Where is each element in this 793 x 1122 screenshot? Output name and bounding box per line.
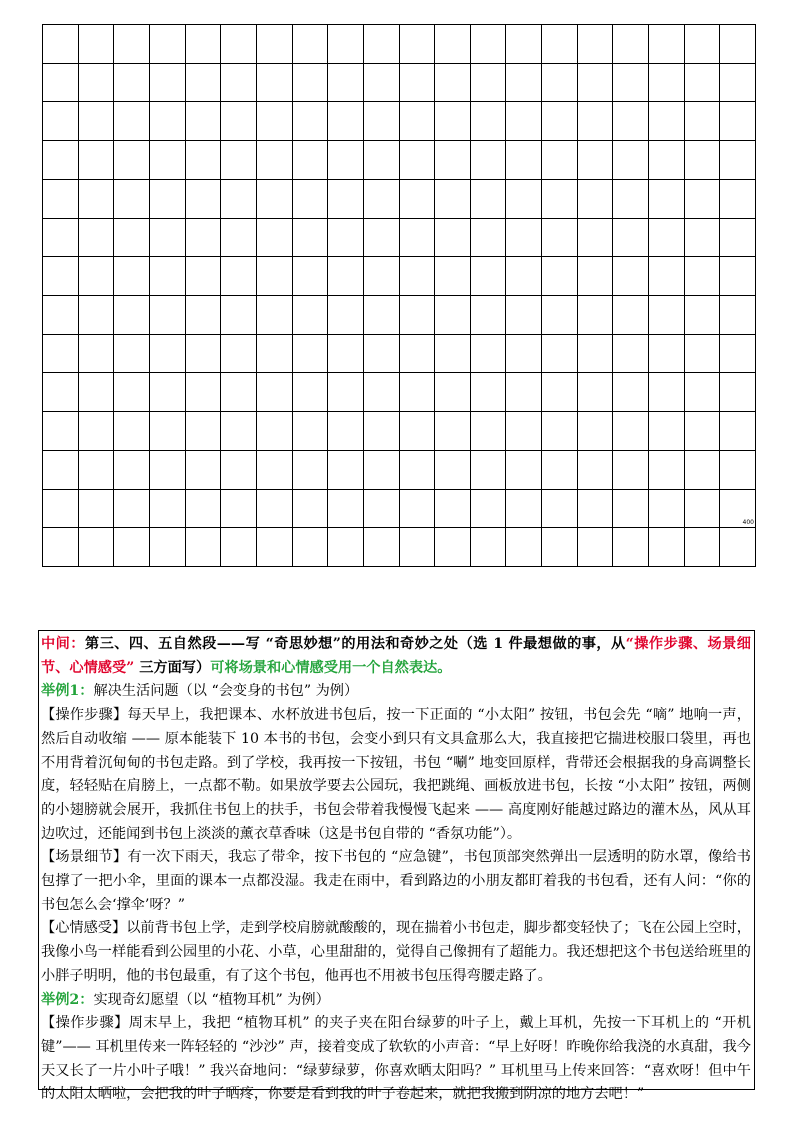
grid-cell [685,373,721,412]
grid-cell [43,219,79,258]
grid-cell [293,25,329,64]
grid-cell [685,141,721,180]
grid-cell [79,25,115,64]
grid-cell [150,412,186,451]
grid-cell [720,180,756,219]
grid-cell [221,373,257,412]
grid-cell [435,412,471,451]
grid-cell [150,219,186,258]
grid-cell [221,490,257,529]
grid-cell [613,219,649,258]
grid-cell [471,451,507,490]
grid-cell [720,528,756,567]
grid-cell [150,180,186,219]
grid-cell [293,296,329,335]
grid-cell [649,490,685,529]
grid-cell [186,141,222,180]
grid-cell [542,296,578,335]
grid-cell [471,373,507,412]
example-1-label: 举例1： [41,683,94,700]
grid-cell [186,451,222,490]
grid-cell [293,528,329,567]
grid-cell [613,64,649,103]
example-2-title-text: 实现奇幻愿望（以 “植物耳机” 为例） [93,991,330,1008]
example-2-label: 举例2： [41,991,94,1008]
grid-cell [506,64,542,103]
example-2-title [41,989,751,1013]
grid-cell [435,102,471,141]
grid-cell [578,296,614,335]
grid-cell [578,219,614,258]
grid-cell [578,102,614,141]
grid-cell [506,373,542,412]
grid-cell [400,141,436,180]
heading-label: 中间： [41,636,85,652]
grid-cell [257,257,293,296]
grid-cell [720,412,756,451]
grid-cell [613,296,649,335]
grid-cell [114,257,150,296]
grid-cell [257,102,293,141]
grid-cell [43,412,79,451]
grid-cell [649,141,685,180]
grid-cell [685,102,721,141]
grid-cell [542,373,578,412]
grid-cell [43,528,79,567]
grid-cell [257,296,293,335]
grid-cell [79,257,115,296]
grid-cell [506,141,542,180]
grid-cell [613,25,649,64]
grid-cell [613,412,649,451]
grid-cell [720,490,756,529]
grid-cell [542,528,578,567]
grid-cell [114,490,150,529]
grid-cell [578,490,614,529]
heading-text-2: 三方面写） [134,659,211,676]
grid-cell [471,219,507,258]
grid-cell [400,180,436,219]
grid-cell [578,25,614,64]
grid-cell [720,335,756,374]
grid-cell [221,528,257,567]
grid-cell [221,141,257,180]
grid-cell [328,296,364,335]
grid-cell [506,296,542,335]
grid-cell [79,219,115,258]
grid-cell [400,412,436,451]
grid-cell [328,141,364,180]
grid-cell [150,257,186,296]
grid-cell [364,102,400,141]
grid-cell [328,335,364,374]
grid-cell [114,412,150,451]
grid-cell [649,64,685,103]
grid-cell [613,102,649,141]
grid-cell [293,335,329,374]
grid-cell [720,64,756,103]
grid-cell [685,528,721,567]
grid-cell [400,25,436,64]
grid-cell [328,102,364,141]
grid-cell [578,257,614,296]
grid-cell [435,490,471,529]
grid-cell [685,219,721,258]
grid-cell [649,219,685,258]
grid-cell [364,219,400,258]
grid-cell [150,451,186,490]
grid-cell [114,373,150,412]
grid-cell [79,64,115,103]
grid-cell [328,25,364,64]
grid-cell [435,64,471,103]
grid-cell [542,412,578,451]
grid-cell [506,528,542,567]
grid-cell [114,296,150,335]
grid-cell [471,528,507,567]
grid-cell [685,296,721,335]
grid-cell [471,141,507,180]
grid-cell [257,335,293,374]
grid-cell [43,490,79,529]
grid-cell [364,296,400,335]
grid-cell [186,490,222,529]
writing-grid [42,24,756,567]
grid-cell [221,180,257,219]
grid-cell [542,180,578,219]
grid-cell [257,412,293,451]
grid-cell [364,528,400,567]
grid-cell [506,412,542,451]
grid-cell [506,180,542,219]
grid-cell [150,64,186,103]
example-1-title-text: 解决生活问题（以 “会变身的书包” 为例） [93,683,359,700]
grid-cell [649,102,685,141]
grid-cell [400,64,436,103]
grid-cell [649,451,685,490]
grid-cell [471,102,507,141]
grid-cell [293,257,329,296]
grid-cell [471,25,507,64]
grid-cell [649,528,685,567]
grid-cell [720,296,756,335]
grid-cell [221,412,257,451]
grid-cell [649,257,685,296]
grid-cell [685,180,721,219]
grid-cell [43,335,79,374]
grid-cell [79,296,115,335]
grid-cell [114,141,150,180]
grid-cell [221,64,257,103]
grid-cell [293,102,329,141]
grid-cell [506,490,542,529]
grid-cell [221,219,257,258]
grid-cell [542,451,578,490]
grid-cell [435,219,471,258]
grid-cell [435,257,471,296]
grid-cell [79,451,115,490]
grid-cell [257,180,293,219]
grid-cell [720,141,756,180]
grid-cell [471,180,507,219]
grid-cell [506,335,542,374]
grid-cell [435,451,471,490]
grid-cell [720,373,756,412]
grid-cell [542,490,578,529]
grid-cell [150,490,186,529]
grid-cell [186,25,222,64]
grid-cell [542,141,578,180]
grid-cell [293,141,329,180]
grid-cell [685,412,721,451]
grid-cell [257,490,293,529]
grid-cell [114,64,150,103]
grid-cell [293,412,329,451]
grid-cell [150,335,186,374]
grid-cell [471,296,507,335]
grid-cell [43,64,79,103]
grid-cell [471,335,507,374]
grid-cell [685,257,721,296]
grid-cell [257,373,293,412]
grid-cell [43,257,79,296]
grid-cell [293,451,329,490]
grid-cell [471,490,507,529]
grid-cell [328,490,364,529]
grid-cell [400,257,436,296]
grid-cell [150,373,186,412]
grid-cell [257,141,293,180]
grid-cell [613,451,649,490]
grid-cell [720,451,756,490]
grid-cell [542,257,578,296]
grid-cell [150,102,186,141]
grid-cell [114,335,150,374]
grid-cell [613,180,649,219]
grid-cell [79,528,115,567]
grid-cell [328,373,364,412]
grid-cell [506,25,542,64]
example-1-steps: 【操作步骤】每天早上，我把课本、水杯放进书包后，按一下正面的 “小太阳” 按钮，书包会先 “嘀” 地响一声，然后自动收缩 —— 原本能装下 10 本书的书包，会变小到只有文具盒那么大，我直接把它揣进校服口袋里，再也不用背着沉甸甸的书包走路。到了学校，我再按一下按钮，书包 “唰” 地变回原样，背带还会根据我的身高调整长度，轻轻贴在肩膀上，一点都不勒。如果放学要去公园玩，我把跳绳、画板放进书包，长按 “小太阳” 按钮，两侧的小翅膀就会展开，我抓住书包上的扶手，书包会带着我慢慢飞起来 —— 高度刚好能越过路边的灌木丛，风从耳边吹过，还能闻到书包上淡淡的薰衣草香味（这是书包自带的 “香氛功能”）。 [41,707,751,842]
grid-cell [578,180,614,219]
grid-cell [649,180,685,219]
grid-cell [578,335,614,374]
grid-cell [435,296,471,335]
grid-cell [150,528,186,567]
grid-cell [613,528,649,567]
grid-cell [364,412,400,451]
grid-cell [400,490,436,529]
grid-cell [613,141,649,180]
grid-cell [328,180,364,219]
grid-cell [79,335,115,374]
grid-cell [79,412,115,451]
grid-cell [79,490,115,529]
grid-cell [506,451,542,490]
grid-cell [257,451,293,490]
grid-cell [578,141,614,180]
grid-cell [613,257,649,296]
grid-cell [364,451,400,490]
grid-cell [364,141,400,180]
grid-cell [150,25,186,64]
grid-cell [293,180,329,219]
grid-cell [720,257,756,296]
grid-cell [186,180,222,219]
heading-aspects: “操作步骤、场景细节、心情感受” [41,636,751,676]
example-2-steps: 【操作步骤】周末早上，我把 “植物耳机” 的夹子夹在阳台绿萝的叶子上，戴上耳机，先按一下耳机上的 “开机键”—— 耳机里传来一阵轻轻的 “沙沙” 声，接着变成了软软的小声音：“早上好呀！昨晚你给我浇的水真甜，我今天又长了一片小叶子哦！” 我兴奋地问：“绿萝绿萝，你喜欢晒太阳吗？” 耳机里马上传来回答：“喜欢呀！但中午的太阳太晒啦，会把我的叶子晒疼，你要是看到我的叶子卷起来，就把我搬到阴凉的地方去吧！” [41,1015,751,1103]
grid-cell [578,451,614,490]
grid-cell [221,257,257,296]
grid-cell [257,25,293,64]
grid-cell [293,219,329,258]
grid-cell [221,296,257,335]
grid-cell [114,102,150,141]
grid-cell [114,219,150,258]
grid-cell [114,25,150,64]
grid-cell [613,373,649,412]
grid-cell [720,102,756,141]
grid-cell [578,64,614,103]
grid-cell [471,64,507,103]
grid-cell [649,335,685,374]
grid-cell [221,25,257,64]
grid-cell [43,141,79,180]
grid-cell [43,25,79,64]
grid-cell [649,412,685,451]
grid-cell [364,257,400,296]
grid-cell [685,25,721,64]
grid-cell [328,219,364,258]
example-1-title [41,680,751,704]
grid-cell [186,64,222,103]
grid-cell [186,373,222,412]
grid-cell [79,141,115,180]
grid-cell [435,528,471,567]
grid-cell [293,490,329,529]
grid-cell [578,373,614,412]
grid-cell [506,102,542,141]
grid-cell [328,64,364,103]
grid-cell [43,296,79,335]
grid-cell [186,296,222,335]
grid-cell [542,25,578,64]
grid-cell [186,257,222,296]
grid-cell [43,180,79,219]
grid-cell [257,528,293,567]
grid-cell [578,412,614,451]
grid-cell [186,102,222,141]
grid-cell [114,180,150,219]
grid-cell [400,296,436,335]
grid-cell [685,335,721,374]
grid-cell [685,64,721,103]
grid-cell [649,373,685,412]
grid-cell [328,528,364,567]
grid-cell [328,451,364,490]
grid-cell [364,25,400,64]
grid-cell [293,373,329,412]
grid-cell [400,451,436,490]
grid-cell [79,373,115,412]
grid-cell [613,490,649,529]
grid-cell [186,219,222,258]
grid-cell [506,257,542,296]
grid-cell [114,528,150,567]
grid-cell [400,102,436,141]
grid-cell [435,373,471,412]
grid-cell [221,451,257,490]
grid-cell [293,64,329,103]
grid-cell [506,219,542,258]
grid-cell [542,64,578,103]
grid-cell [400,219,436,258]
grid-cell [43,102,79,141]
grid-cell [542,219,578,258]
grid-cell [328,412,364,451]
grid-cell [542,102,578,141]
grid-cell [364,335,400,374]
grid-cell [364,490,400,529]
word-count-label: 400 [742,519,754,527]
grid-cell [685,451,721,490]
heading-tip: 可将场景和心情感受用一个自然表达。 [210,659,452,676]
grid-cell [613,335,649,374]
grid-cell [400,528,436,567]
grid-cell [114,451,150,490]
grid-cell [257,219,293,258]
grid-cell [435,180,471,219]
grid-cell [364,373,400,412]
grid-cell [435,335,471,374]
grid-cell [364,180,400,219]
grid-cell [720,25,756,64]
grid-cell [364,64,400,103]
grid-cell [221,335,257,374]
grid-cell [649,25,685,64]
grid-cell [685,490,721,529]
grid-cell [186,412,222,451]
example-1-scene: 【场景细节】有一次下雨天，我忘了带伞，按下书包的 “应急键”，书包顶部突然弹出一层透明的防水罩，像给书包撑了一把小伞，里面的课本一点都没湿。我走在雨中，看到路边的小朋友都盯着我的书包看，还有人问：“你的书包怎么会‘撑伞’呀？” [41,849,751,913]
grid-cell [435,141,471,180]
grid-cell [400,335,436,374]
grid-cell [471,257,507,296]
grid-cell [79,102,115,141]
grid-cell [328,257,364,296]
grid-cell [221,102,257,141]
grid-cell [542,335,578,374]
section-heading [41,633,751,680]
grid-cell [79,180,115,219]
grid-cell [471,412,507,451]
grid-cell [578,528,614,567]
grid-cell [435,25,471,64]
example-1-feeling: 【心情感受】以前背书包上学，走到学校肩膀就酸酸的，现在揣着小书包走，脚步都变轻快了；飞在公园上空时，我像小鸟一样能看到公园里的小花、小草，心里甜甜的，觉得自己像拥有了超能力。我还想把这个书包送给班里的小胖子明明，他的书包最重，有了这个书包，他再也不用被书包压得弯腰走路了。 [41,920,751,984]
heading-text: 第三、四、五自然段——写 “奇思妙想”的用法和奇妙之处（选 1 件最想做的事，从 [84,636,626,652]
essay-guide-box [38,630,755,1103]
grid-cell [150,141,186,180]
grid-cell [720,219,756,258]
grid-cell [400,373,436,412]
grid-cell [186,335,222,374]
grid-cell [186,528,222,567]
grid-cell [150,296,186,335]
grid-cell [43,373,79,412]
grid-cell [257,64,293,103]
grid-cell [649,296,685,335]
grid-cell [43,451,79,490]
